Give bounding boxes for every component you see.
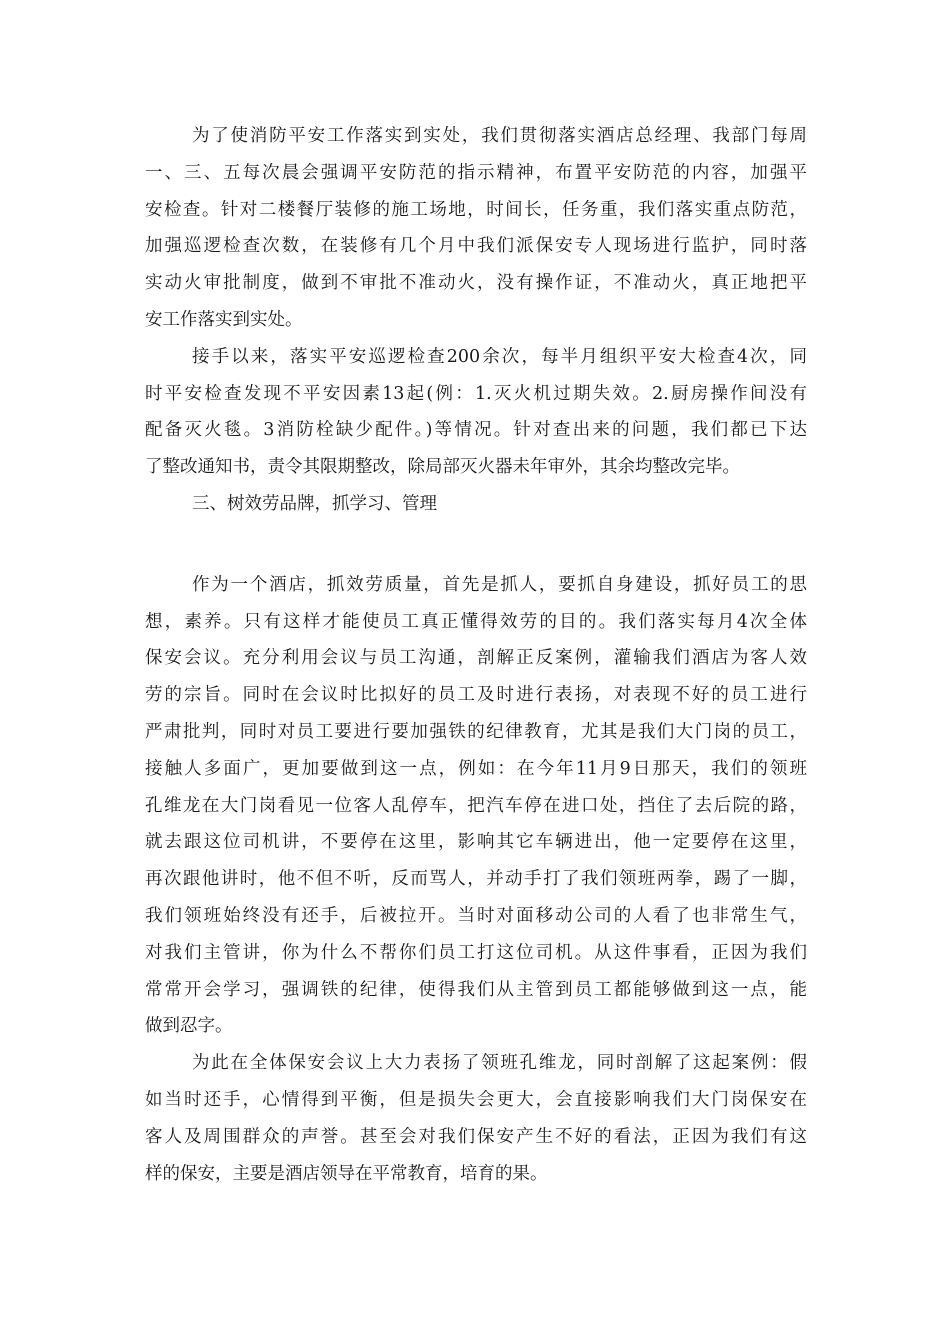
paragraph-line: 客人及周围群众的声誉。甚至会对我们保安产生不好的看法，正因为我们有这 xyxy=(145,1126,807,1147)
paragraph-line: 安工作落实到实处。 xyxy=(145,309,303,330)
paragraph-line: 对我们主管讲，你为什么不帮你们员工打这位司机。从这件事看，正因为我们 xyxy=(145,942,807,963)
paragraph-line: 接触人多面广，更加要做到这一点，例如：在今年11月9日那天，我们的领班 xyxy=(145,758,807,779)
paragraph-line: 为此在全体保安会议上大力表扬了领班孔维龙，同时剖解了这起案例：假 xyxy=(192,1053,807,1074)
paragraph-line: 孔维龙在大门岗看见一位客人乱停车，把汽车停在进口处，挡住了去后院的路， xyxy=(145,795,807,816)
paragraph-line: 做到忍字。 xyxy=(145,1016,233,1037)
paragraph-line: 保安会议。充分利用会议与员工沟通，剖解正反案例，灌输我们酒店为客人效 xyxy=(145,648,807,669)
section-heading: 三、树效劳品牌，抓学习、管理 xyxy=(192,493,437,514)
paragraph-line: 严肃批判，同时对员工要进行要加强铁的纪律教育，尤其是我们大门岗的员工， xyxy=(145,721,807,742)
paragraph-line: 我们领班始终没有还手，后被拉开。当时对面移动公司的人看了也非常生气， xyxy=(145,905,807,926)
paragraph-line: 作为一个酒店，抓效劳质量，首先是抓人，要抓自身建设，抓好员工的思 xyxy=(192,574,807,595)
paragraph-line: 劳的宗旨。同时在会议时比拟好的员工及时进行表扬，对表现不好的员工进行 xyxy=(145,685,807,706)
paragraph-line: 如当时还手，心情得到平衡，但是损失会更大，会直接影响我们大门岗保安在 xyxy=(145,1089,807,1110)
paragraph-line: 了整改通知书，责令其限期整改，除局部灭火器未年审外，其余均整改完毕。 xyxy=(145,457,740,478)
paragraph-line: 实动火审批制度，做到不审批不准动火，没有操作证，不准动火，真正地把平 xyxy=(145,273,807,294)
paragraph-line: 就去跟这位司机讲，不要停在这里，影响其它车辆进出，他一定要停在这里， xyxy=(145,832,807,853)
paragraph-line: 为了使消防平安工作落实到实处，我们贯彻落实酒店总经理、我部门每周 xyxy=(192,126,807,146)
paragraph-fire-safety xyxy=(145,118,807,339)
blank-gap xyxy=(145,523,807,567)
paragraph-line: 安检查。针对二楼餐厅装修的施工场地，时间长，任务重，我们落实重点防范， xyxy=(145,199,807,220)
paragraph-line: 再次跟他讲时，他不但不听，反而骂人，并动手打了我们领班两拳，踢了一脚， xyxy=(145,869,807,890)
paragraph-inspection xyxy=(145,339,807,486)
paragraph-line: 配备灭火毯。3消防栓缺少配件。)等情况。针对查出来的问题，我们都已下达 xyxy=(145,420,807,441)
paragraph-service-quality xyxy=(145,567,807,1045)
paragraph-line: 想，素养。只有这样才能使员工真正懂得效劳的目的。我们落实每月4次全体 xyxy=(145,611,807,632)
paragraph-line: 样的保安，主要是酒店领导在平常教育，培育的果。 xyxy=(145,1163,548,1184)
paragraph-commendation xyxy=(145,1045,807,1192)
paragraph-line: 一、三、五每次晨会强调平安防范的指示精神，布置平安防范的内容，加强平 xyxy=(145,162,807,183)
paragraph-line: 时平安检查发现不平安因素13起(例：1.灭火机过期失效。2.厨房操作间没有 xyxy=(145,383,807,404)
paragraph-line: 常常开会学习，强调铁的纪律，使得我们从主管到员工都能够做到这一点，能 xyxy=(145,979,807,1000)
document-body xyxy=(145,118,807,1192)
paragraph-line: 接手以来，落实平安巡逻检查200余次，每半月组织平安大检查4次，同 xyxy=(192,346,807,367)
paragraph-line: 加强巡逻检查次数，在装修有几个月中我们派保安专人现场进行监护，同时落 xyxy=(145,236,807,257)
